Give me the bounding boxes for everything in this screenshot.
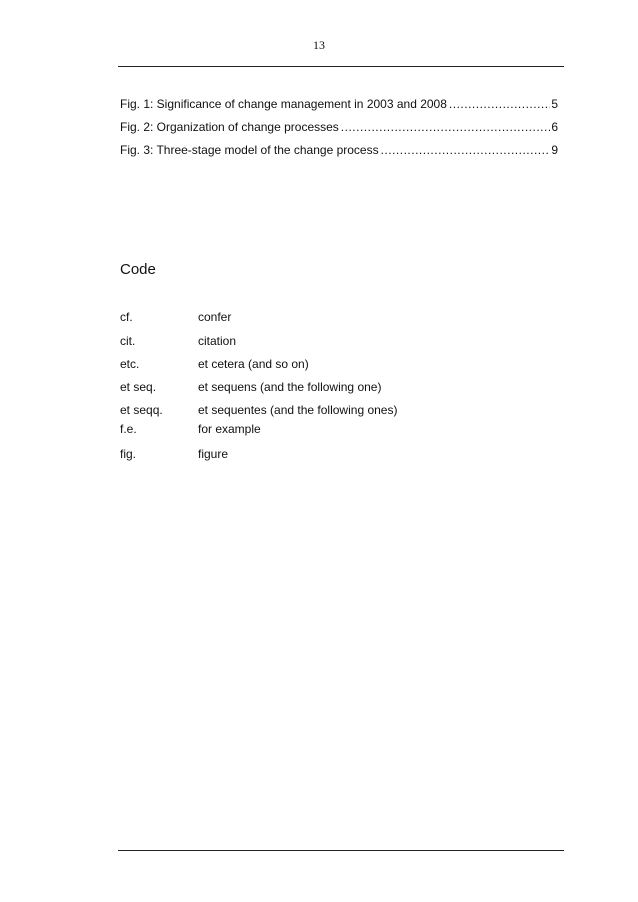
abbreviation: cf. bbox=[120, 310, 133, 324]
abbreviation: fig. bbox=[120, 447, 137, 461]
abbreviation-row bbox=[120, 403, 560, 418]
abbreviation-meaning: et cetera (and so on) bbox=[198, 357, 309, 371]
page-number: 13 bbox=[313, 38, 325, 52]
abbreviation-row bbox=[120, 357, 560, 372]
figure-entry-page: 5 bbox=[551, 97, 558, 111]
dot-leader bbox=[449, 97, 550, 112]
figure-entry-1[interactable] bbox=[120, 97, 558, 112]
abbreviation-meaning: et sequens (and the following one) bbox=[198, 380, 382, 394]
figure-entry-3[interactable] bbox=[120, 143, 558, 158]
abbreviation-meaning: et sequentes (and the following ones) bbox=[198, 403, 398, 417]
header-rule bbox=[118, 66, 564, 67]
list-of-figures bbox=[120, 97, 558, 166]
abbreviation: cit. bbox=[120, 334, 136, 348]
abbreviation: f.e. bbox=[120, 422, 137, 436]
abbreviation-row bbox=[120, 447, 560, 462]
abbreviation-row bbox=[120, 422, 560, 437]
figure-entry-label: Fig. 3: Three-stage model of the change process bbox=[120, 143, 379, 157]
code-section-title: Code bbox=[120, 261, 156, 278]
figure-entry-page: 9 bbox=[551, 143, 558, 157]
abbreviation-meaning: confer bbox=[198, 310, 232, 324]
abbreviation-meaning: for example bbox=[198, 422, 261, 436]
abbreviation-row bbox=[120, 310, 560, 325]
abbreviation-list bbox=[120, 310, 560, 462]
figure-entry-label: Fig. 2: Organization of change processes bbox=[120, 120, 339, 134]
figure-entry-page: 6 bbox=[551, 120, 558, 134]
abbreviation-meaning: citation bbox=[198, 334, 237, 348]
abbreviation: et seq. bbox=[120, 380, 157, 394]
abbreviation-meaning: figure bbox=[198, 447, 229, 461]
figure-entry-2[interactable] bbox=[120, 120, 558, 135]
abbreviation-row bbox=[120, 380, 560, 395]
footer-rule bbox=[118, 850, 564, 851]
abbreviation: et seqq. bbox=[120, 403, 163, 417]
figure-entry-label: Fig. 1: Significance of change management in 2003 and 2008 bbox=[120, 97, 447, 111]
abbreviation-row bbox=[120, 334, 560, 349]
abbreviation: etc. bbox=[120, 357, 140, 371]
dot-leader bbox=[381, 143, 551, 158]
dot-leader bbox=[341, 120, 551, 135]
